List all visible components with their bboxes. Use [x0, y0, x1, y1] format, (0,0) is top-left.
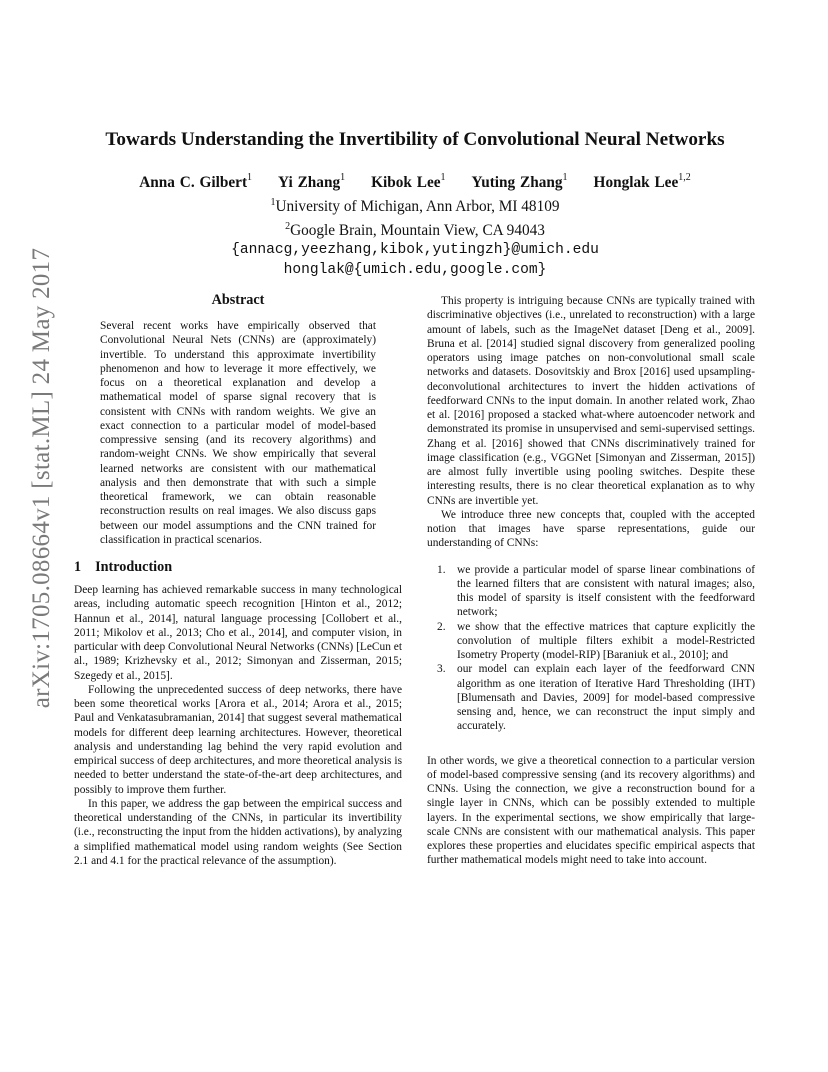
body-paragraph: In this paper, we address the gap between the empirical success and theoretical understanding of the CNNs, in particular its invertibility (i.e., reconstructing the input from the hidden activations), by analyzing a simplified mathematical model using random weights (See Section 2.1 and 4.1 for the practical relevance of the assumption).	[74, 797, 402, 867]
paper-header	[74, 128, 756, 280]
author-name: Honglak Lee$^{1,2}$	[593, 172, 691, 191]
list-marker: 3.	[437, 663, 446, 676]
email-address: honglak@{umich.edu,google.com}	[283, 262, 547, 278]
email-address: {annacg,yeezhang,kibok,yutingzh}@umich.edu	[231, 242, 599, 258]
list-item: 1. we provide a particular model of sparse linear combinations of the learned filters that are consistent with natural images; also, this model of sparsity is itself consistent with the feedforward network;	[437, 563, 755, 619]
section-number: 1	[74, 559, 82, 575]
affiliation: $^1$University of Michigan, Ann Arbor, MI 48109	[270, 197, 560, 215]
body-paragraph: This property is intriguing because CNNs are typically trained with discriminative objectives (i.e., unrelated to reconstruction) with a large amount of labels, such as the ImageNet dataset [Deng et al., 2009]. Bruna et al. [2014] studied signal discovery from generalized pooling operators using image patches on non-convolutional small scale networks and datasets. Dosovitskiy and Brox [2016] used upsampling-deconvolutional architectures to invert the hidden activations of feedforward CNNs to the input domain. In another related work, Zhao et al. [2016] proposed a stacked what-where autoencoder network and demonstrated its promise in unsupervised and semi-supervised settings. Zhang et al. [2016] showed that CNNs discriminatively trained for image classification (e.g., VGGNet [Simonyan and Zisserman, 2015]) are almost fully invertible using pooling switches. Despite these interesting results, there is no clear theoretical explanation as to why CNNs are invertible yet.	[427, 295, 755, 507]
author-name: Anna C. Gilbert$^1$	[139, 172, 253, 191]
paper-title: Towards Understanding the Invertibility of Convolutional Neural Networks	[105, 129, 725, 150]
abstract-heading: Abstract	[211, 292, 265, 308]
author-list	[74, 168, 756, 193]
arxiv-stamp-text: arXiv:1705.08664v1 [stat.ML] 24 May 2017	[28, 247, 55, 709]
left-column	[74, 290, 402, 868]
list-item: 2. we show that the effective matrices that capture explicitly the convolution of multiple filters exhibit a model-Restricted Isometry Property (model-RIP) [Baraniuk et al., 2010]; and	[437, 620, 755, 661]
body-paragraph: We introduce three new concepts that, coupled with the accepted notion that images have sparse representations, guide our understanding of CNNs:	[427, 508, 755, 550]
section-heading	[74, 557, 402, 577]
right-column	[427, 290, 755, 868]
contribution-list	[427, 563, 755, 734]
body-paragraph: In other words, we give a theoretical connection to a particular version of model-based compressive sensing (and its recovery algorithms) and CNNs. Using the connection, we give a reconstruction bound for a single layer in CNNs, which can be possibly extended to multiple layers. In the experimental sections, we show empirically that large-scale CNNs are consistent with our mathematical analysis. This paper explores these properties and elucidates specific empirical aspects that further mathematical models might need to take into account.	[427, 754, 755, 867]
abstract-text: Several recent works have empirically observed that Convolutional Neural Nets (CNNs) are (approximately) invertible. To understand this approximate invertibility phenomenon and how to leverage it more effectively, we focus on a theoretical explanation and develop a mathematical model of sparse signal recovery that is consistent with CNNs with random weights. We give an exact connection to a particular model of model-based compressive sensing (and its recovery algorithms) and random-weight CNNs. We show empirically that several learned networks are consistent with our mathematical analysis and then demonstrate that with such a simple theoretical framework, we can obtain reasonable reconstruction results on real images. We also discuss gaps between our model assumptions and the CNN trained for classification in practical scenarios.	[100, 320, 376, 546]
author-name: Kibok Lee$^1$	[371, 172, 446, 191]
list-item: 3. our model can explain each layer of the feedforward CNN algorithm as one iteration of Iterative Hard Thresholding (IHT) [Blumensath and Davies, 2009] for model-based compressive sensing and, hence, we can reconstruct the input simply and accurately.	[437, 663, 755, 733]
list-marker: 2.	[437, 620, 446, 633]
body-paragraph: Following the unprecedented success of deep networks, there have been some theoretical works [Arora et al., 2014; Arora et al., 2015; Paul and Venkatasubramanian, 2014] that suggest several mathematical models for different deep learning architectures. However, theoretical analysis and understanding lag behind the very rapid evolution and empirical success of deep architectures, and more theoretical analysis is needed to better understand the state-of-the-art deep architectures, and possibly to improve them further.	[74, 683, 402, 796]
author-name: Yi Zhang$^1$	[278, 172, 346, 191]
list-marker: 1.	[437, 563, 446, 576]
arxiv-sidebar-stamp	[20, 247, 64, 709]
affiliation: $^2$Google Brain, Mountain View, CA 94043	[285, 220, 545, 239]
author-name: Yuting Zhang$^1$	[471, 172, 568, 191]
body-paragraph: Deep learning has achieved remarkable success in many technological areas, including automatic speech recognition [Hinton et al., 2012; Hannun et al., 2014], natural language processing [Collobert et al., 2011; Mikolov et al., 2013; Cho et al., 2014], and computer vision, in particular with deep Convolutional Neural Networks (CNNs) [LeCun et al., 1989; Krizhevsky et al., 2012; Simonyan and Zisserman, 2015; Szegedy et al., 2015].	[74, 584, 402, 682]
section-title: Introduction	[95, 559, 173, 575]
